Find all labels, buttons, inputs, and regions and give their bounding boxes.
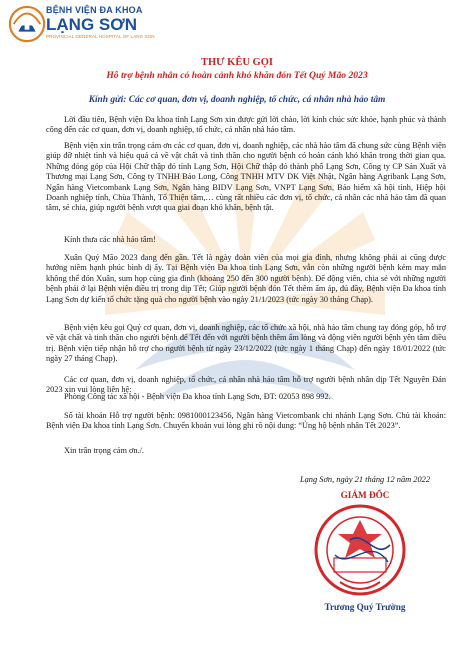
red-seal-stamp-icon [310, 500, 410, 600]
letterhead [0, 0, 474, 54]
hospital-brand [46, 5, 155, 39]
signer-position: GIÁM ĐỐC [340, 490, 390, 500]
hospital-logo-icon [8, 4, 46, 44]
brand-line3: PROVINCIAL GENERAL HOSPITAL OF LANG SON [46, 34, 155, 39]
paragraph-tet: Xuân Quý Mão 2023 đang đến gần. Tết là ngày đoàn viên của mọi gia đình, nhưng không phải ai cũng được hưởng niềm hạnh phúc bình dị ấy. Tại Bệnh viện Đa khoa tỉnh Lạng Sơn, vẫn còn những người bệnh kém may mắn không thể đón Xuân, sum họp cùng gia đình (khoảng 250 đến 300 người bệnh). Để động viên, chia sẻ với những người bệnh phải ở lại Bệnh viện điều trị trong dịp Tết; Giúp người bệnh đón Tết thêm ấm áp, đủ đầy, Bệnh viện Đa khoa tỉnh Lạng Sơn dự kiến tổ chức tặng quà cho người bệnh vào ngày 21/1/2023 (tức ngày 30 tháng Chạp). [46, 253, 446, 304]
paragraph-closing: Xin trân trọng cảm ơn./. [64, 446, 144, 455]
brand-line2: LẠNG SƠN [46, 15, 138, 34]
paragraph-appeal: Bệnh viện kêu gọi Quý cơ quan, đơn vị, doanh nghiệp, các tổ chức xã hội, nhà hảo tâm chung tay đóng góp, hỗ trợ về vật chất và tinh thần cho người bệnh để Tết đến với người bệnh thêm ấm lòng và động viên người bệnh yên tâm điều trị. Bệnh viện tiếp nhận hỗ trợ cho người bệnh từ ngày 23/12/2022 (tức ngày 1 tháng Chạp) đến ngày 18/01/2022 (tức ngày 27 tháng Chạp). [46, 323, 446, 364]
letter-subtitle: Hỗ trợ bệnh nhân có hoàn cảnh khó khăn đón Tết Quý Mão 2023 [106, 70, 368, 81]
paragraph-contact-intro: Các cơ quan, đơn vị, doanh nghiệp, tổ chức, cá nhân nhà hảo tâm hỗ trợ người bệnh nhân dịp Tết Nguyên Đán 2023 xin vui lòng liên hệ: [46, 375, 446, 395]
letter-addressee: Kính gửi: Các cơ quan, đơn vị, doanh nghiệp, tổ chức, cá nhân nhà hảo tâm [88, 95, 386, 105]
letter-title: THƯ KÊU GỌI [201, 57, 273, 68]
paragraph-bank-account: Số tài khoản Hỗ trợ người bệnh: 0981000123456, Ngân hàng Vietcombank chi nhánh Lạng Sơn. Chủ tài khoản: Bệnh viện Đa khoa tỉnh Lạng Sơn. Chuyển khoản vui lòng ghi rõ nội dung: “Ủng hộ bệnh nhân Tết 2023”. [46, 411, 446, 431]
paragraph-thanks: Bệnh viện xin trân trọng cảm ơn các cơ quan, đơn vị, doanh nghiệp, các nhà hảo tâm đã chung sức cùng Bệnh viện giúp đỡ nhiệt tình và hiệu quả cả về vật chất và tinh thần cho người bệnh có hoàn cảnh khó khăn trong thời gian qua. Những đóng góp của Hội Chữ thập đỏ tỉnh Lạng Sơn, Hội Chữ thập đỏ thành phố Lạng Sơn, Công ty CP Sản Xuất và Thương mại Lạng Sơn, Công ty TNHH Bảo Long, Công TNHH MTV DK Việt Nhật, Ngân hàng Agribank Lạng Sơn, Ngân hàng Vietcombank Lạng Sơn, Ngân hàng BIDV Lạng Sơn, VNPT Lạng Sơn, Bảo hiểm xã hội tỉnh, Hiệp hội Doanh nghiệp tỉnh, Chùa Thành, Tổ Thiện tâm,… cùng rất nhiều các đơn vị, tổ chức, cá nhân các nhà hảo tâm đã quan tâm, sẻ chia, giúp người bệnh vượt qua giai đoạn khó khăn, bệnh tật. [46, 141, 446, 213]
paragraph-contact-phone: Phòng Công tác xã hội - Bệnh viện Đa khoa tỉnh Lạng Sơn, ĐT: 02053 898 992. [64, 392, 331, 401]
letter-date: Lạng Sơn, ngày 21 tháng 12 năm 2022 [299, 475, 431, 484]
brand-line1: BỆNH VIỆN ĐA KHOA [46, 5, 143, 15]
signer-name: Trương Quý Trường [324, 602, 406, 612]
paragraph-salutation: Kính thưa các nhà hảo tâm! [64, 235, 156, 244]
paragraph-greeting: Lời đầu tiên, Bệnh viện Đa khoa tỉnh Lạng Sơn xin được gửi lời chào, lời kính chúc sức khỏe, hạnh phúc và thành công đến các cơ quan, đơn vị, doanh nghiệp, tổ chức, cá nhân nhà hảo tâm. [46, 115, 446, 135]
